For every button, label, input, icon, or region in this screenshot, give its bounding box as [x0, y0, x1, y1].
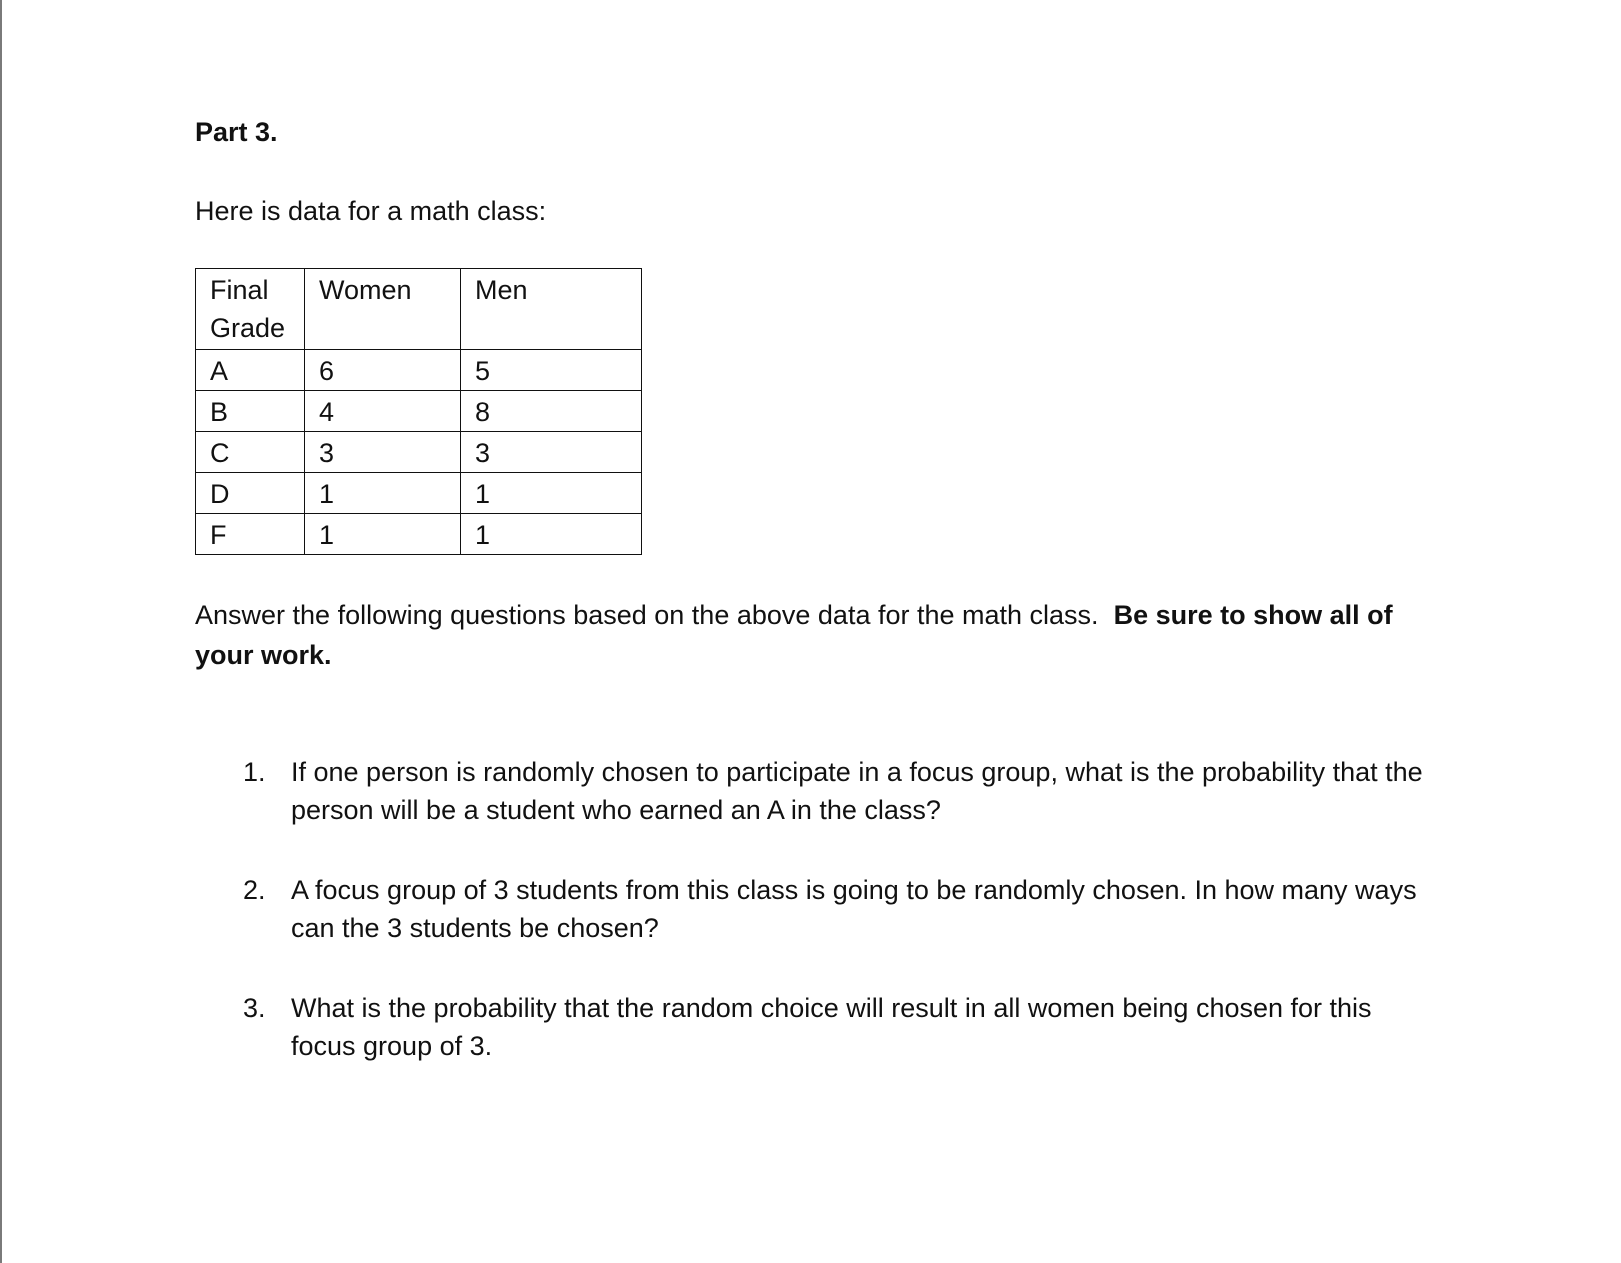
question-number: 2.: [243, 875, 266, 905]
table-row: [196, 473, 642, 514]
men-count-cell: 8: [461, 391, 642, 432]
table-row: [196, 350, 642, 391]
table-row: [196, 514, 642, 555]
table-row: [196, 432, 642, 473]
men-count-cell: 1: [461, 514, 642, 555]
answer-instructions-text: Answer the following questions based on the above data for the math class.: [195, 600, 1099, 630]
page-left-edge: [0, 0, 2, 1263]
question-number: 3.: [243, 993, 266, 1023]
header-men: Men: [461, 269, 642, 350]
question-text: If one person is randomly chosen to participate in a focus group, what is the probability that the person will be a student who earned an A in the class?: [291, 757, 1423, 825]
grade-cell: C: [196, 432, 305, 473]
question-text: What is the probability that the random choice will result in all women being chosen for this focus group of 3.: [291, 993, 1372, 1061]
men-count-cell: 3: [461, 432, 642, 473]
grades-table: [195, 268, 642, 555]
women-count-cell: 4: [305, 391, 461, 432]
header-final-grade: Final Grade: [196, 269, 305, 350]
intro-text: Here is data for a math class:: [195, 196, 547, 226]
header-women: Women: [305, 269, 461, 350]
part-title: Part 3.: [195, 117, 278, 147]
answer-instructions-bold: Be sure to show all of your work.: [195, 600, 1393, 670]
men-count-cell: 5: [461, 350, 642, 391]
women-count-cell: 1: [305, 473, 461, 514]
grade-cell: D: [196, 473, 305, 514]
table-row: [196, 391, 642, 432]
grade-cell: A: [196, 350, 305, 391]
grade-cell: B: [196, 391, 305, 432]
women-count-cell: 3: [305, 432, 461, 473]
women-count-cell: 1: [305, 514, 461, 555]
question-text: A focus group of 3 students from this class is going to be randomly chosen. In how many ways can the 3 students be chosen?: [291, 875, 1417, 943]
question-number: 1.: [243, 757, 266, 787]
table-header-row: [196, 269, 642, 350]
men-count-cell: 1: [461, 473, 642, 514]
grade-cell: F: [196, 514, 305, 555]
answer-instructions: [195, 595, 1455, 675]
women-count-cell: 6: [305, 350, 461, 391]
